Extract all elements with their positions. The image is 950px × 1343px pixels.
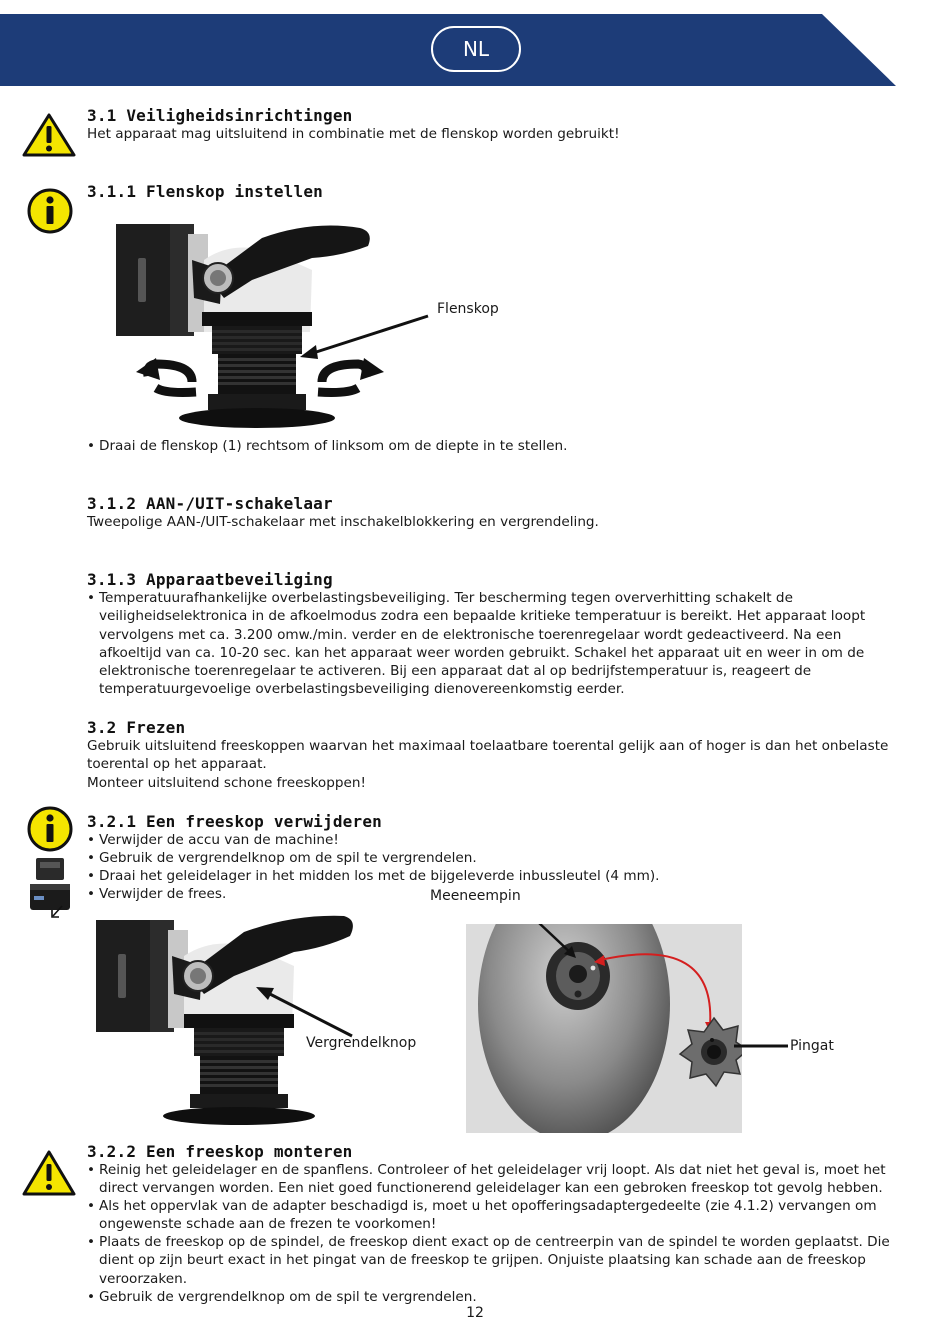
bullet-3-2-2-2: • Plaats de freeskop op de spindel, de freeskop dient exact op de centreerpin van de spindel te worden geplaatst. Die dient op zijn beurt exact in het pingat van de freeskop te grijpen. Onjuiste plaatsing kan schade aan de freeskop veroorzaken. [87, 1233, 909, 1288]
info-icon [27, 188, 73, 234]
section-title-3-1: 3.1 Veiligheidsinrichtingen [87, 106, 353, 125]
callout-pingat: Pingat [790, 1038, 834, 1054]
language-badge: NL [431, 26, 521, 72]
bullet-3-2-2-3: • Gebruik de vergrendelknop om de spil te vergrendelen. [87, 1288, 477, 1306]
section-title-3-1-2: 3.1.2 AAN-/UIT-schakelaar [87, 494, 333, 513]
section-text-3-1-2: Tweepolige AAN-/UIT-schakelaar met inschakelblokkering en vergrendeling. [87, 514, 599, 530]
section-title-3-1-3: 3.1.3 Apparaatbeveiliging [87, 570, 333, 589]
bullet-3-2-1-0: • Verwijder de accu van de machine! [87, 831, 339, 849]
vergrendelknop-photo [94, 908, 424, 1130]
section-text-3-2-b: Monteer uitsluitend schone freeskoppen! [87, 775, 366, 791]
bullet-3-1-3: • Temperatuurafhankelijke overbelastingsbeveiliging. Ter bescherming tegen oververhitting schakelt de veiligheidselektronica in de afkoelmodus zodra een bepaalde kritieke temperatuur is bereikt. Het apparaat loopt vervolgens met ca. 3.200 omw./min. verder en de elektronische toerenregelaar wordt gedeactiveerd. Na een afkoeltijd van ca. 10-20 sec. kan het apparaat weer worden gebruikt. Schakel het apparaat uit en weer in om de elektronische toerenregelaar te activeren. Bij een apparaat dat al op bedrijfstemperatuur is, reageert de temperatuurgevoelige overbelastingsbeveiliging dienovereenkomstig eerder. [87, 589, 899, 699]
pingat-photo [466, 924, 742, 1133]
callout-vergrendelknop: Vergrendelknop [306, 1035, 417, 1051]
callout-meeneempin: Meeneempin [430, 888, 521, 904]
bullet-3-2-2-0: • Reinig het geleidelager en de spanflens. Controleer of het geleidelager vrij loopt. Als dat niet het geval is, moet het direct vervangen worden. Een niet goed functionerend geleidelager kan een gebroken freeskop tot gevolg hebben. [87, 1161, 909, 1198]
section-text-3-2-a: Gebruik uitsluitend freeskoppen waarvan het maximaal toelaatbare toerental gelijk aan of hoger is dan het onbelaste toerental op het apparaat. [87, 738, 889, 773]
bullet-3-2-1-1: • Gebruik de vergrendelknop om de spil te vergrendelen. [87, 849, 477, 867]
callout-flenskop: Flenskop [437, 301, 499, 317]
bullet-3-2-1-2: • Draai het geleidelager in het midden los met de bijgeleverde inbussleutel (4 mm). [87, 867, 659, 885]
flenskop-photo [112, 212, 442, 434]
section-title-3-2-1: 3.2.1 Een freeskop verwijderen [87, 812, 382, 831]
section-title-3-2: 3.2 Frezen [87, 718, 186, 737]
section-title-3-2-2: 3.2.2 Een freeskop monteren [87, 1142, 353, 1161]
section-text-3-1: Het apparaat mag uitsluitend in combinatie met de flenskop worden gebruikt! [87, 126, 620, 142]
warning-icon [22, 1150, 76, 1196]
battery-remove-icon [26, 856, 74, 920]
section-title-3-1-1: 3.1.1 Flenskop instellen [87, 182, 323, 201]
bullet-3-2-2-1: • Als het oppervlak van de adapter beschadigd is, moet u het opofferingsadaptergedeelte (zie 4.1.2) vervangen om ongewenste schade aan de frezen te voorkomen! [87, 1197, 909, 1234]
bullet-3-2-1-3: • Verwijder de frees. [87, 885, 226, 903]
page-number: 12 [466, 1305, 484, 1321]
pingat-arrow [738, 1041, 788, 1051]
warning-icon [22, 113, 76, 157]
info-icon [27, 806, 73, 852]
bullet-3-1-1: • Draai de flenskop (1) rechtsom of linksom om de diepte in te stellen. [87, 437, 567, 455]
